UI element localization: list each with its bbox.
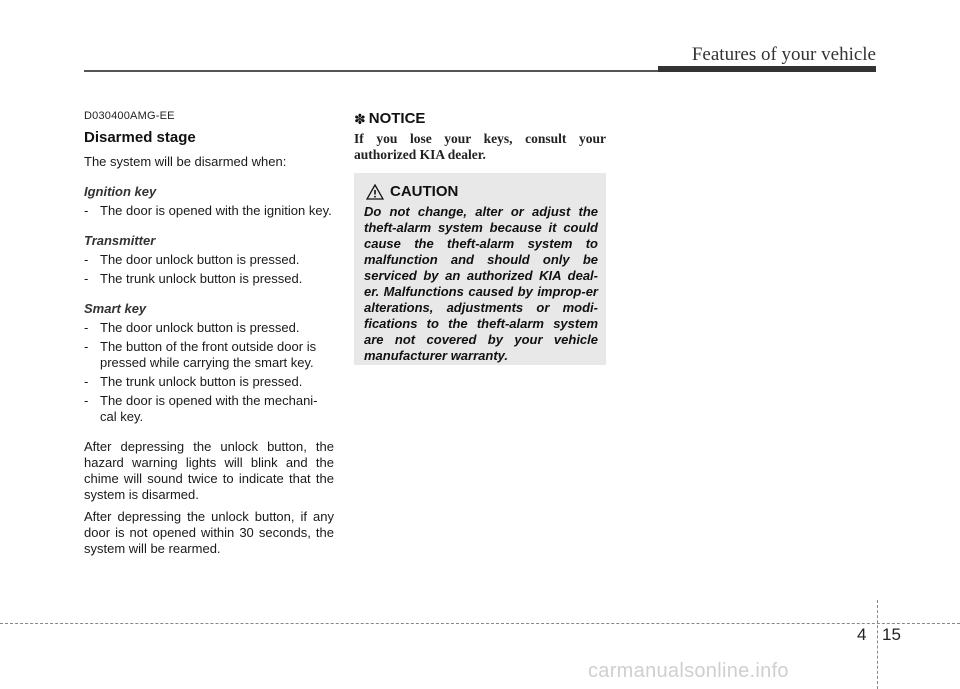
- subhead-smart-key: Smart key: [84, 301, 147, 316]
- group-ignition-key: [84, 184, 334, 219]
- list-item: - The trunk unlock button is pressed.: [84, 271, 303, 286]
- bullet-list: [84, 203, 334, 219]
- page-number: 15: [882, 625, 901, 644]
- paragraph-disarm-indication: After depressing the unlock button, the hazard warning lights will blink and the chime will sound twice to indicate that the system is disarmed.: [84, 439, 334, 502]
- caution-title: CAUTION: [390, 183, 459, 200]
- section-title: Disarmed stage: [84, 129, 196, 146]
- notice-heading: [354, 110, 606, 127]
- list-item: - The door unlock button is pressed.: [84, 320, 300, 335]
- list-item: - The door is opened with the ignition key.: [84, 203, 332, 218]
- caution-heading: [366, 183, 598, 200]
- caution-text: Do not change, alter or adjust the theft-alarm system because it could cause the theft-alarm system to malfunction and should only be serviced by an authorized KIA deal-er. Malfunctions caused by improp-er alterations, adjustments or modi-fications to the theft-alarm system are not covered by your vehicle manufacturer warranty.: [364, 204, 598, 363]
- notice-title: NOTICE: [368, 110, 426, 127]
- footer-divider: [877, 600, 878, 689]
- watermark: carmanualsonline.info: [588, 660, 789, 682]
- caution-box: [354, 173, 606, 365]
- notice-section: [354, 108, 606, 163]
- bullet-list: [84, 252, 334, 287]
- subhead-ignition-key: Ignition key: [84, 184, 157, 199]
- subhead-transmitter: Transmitter: [84, 233, 156, 248]
- left-column: [84, 108, 334, 563]
- footer-rule: [0, 623, 960, 624]
- warning-triangle-icon: [366, 184, 384, 200]
- list-item: - The button of the front outside door is pressed while carrying the smart key.: [84, 339, 317, 370]
- section-intro: The system will be disarmed when:: [84, 154, 287, 169]
- group-transmitter: [84, 233, 334, 287]
- group-smart-key: [84, 301, 334, 425]
- asterisk-icon: ✽: [354, 110, 366, 127]
- notice-text: If you lose your keys, consult your authorized KIA dealer.: [354, 131, 606, 162]
- list-item: - The trunk unlock button is pressed.: [84, 374, 303, 389]
- chapter-number: 4: [857, 625, 867, 644]
- list-item: - The door is opened with the mechani-cal key.: [84, 393, 318, 424]
- section-code: D030400AMG-EE: [84, 110, 175, 122]
- paragraph-rearm: After depressing the unlock button, if any door is not opened within 30 seconds, the system will be rearmed.: [84, 509, 334, 556]
- header-rule-accent: [658, 66, 876, 72]
- running-header-title: Features of your vehicle: [691, 44, 876, 65]
- list-item: - The door unlock button is pressed.: [84, 252, 300, 267]
- bullet-list: [84, 320, 334, 425]
